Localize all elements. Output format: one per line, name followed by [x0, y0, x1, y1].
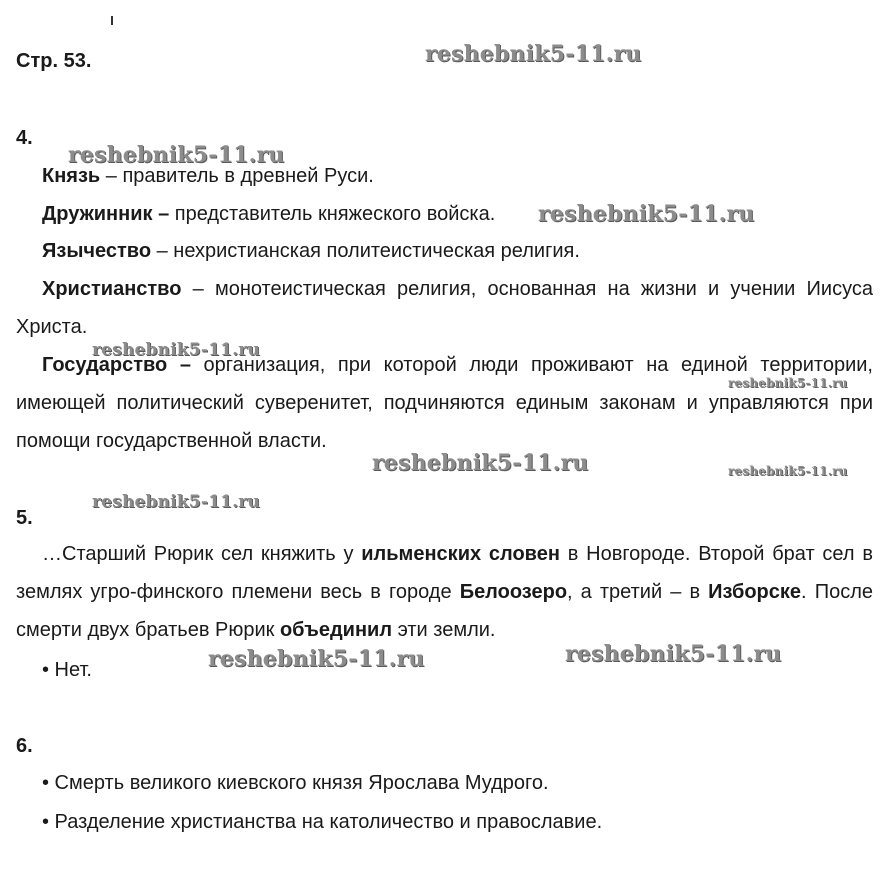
definition: [16, 270, 873, 346]
definition: [16, 195, 873, 233]
watermark: reshebnik5-11.ru: [538, 201, 755, 227]
definition: [16, 232, 873, 270]
watermark: reshebnik5-11.ru: [425, 41, 642, 67]
definition-text: организация, при которой люди проживают на единой территории, имеющей политический суверенитет, подчиняются единым законам и управляются при помощи государственной власти.: [16, 354, 873, 452]
definition-text: – правитель в древней Руси.: [100, 165, 374, 187]
term: Государство –: [42, 354, 191, 376]
text-run: эти земли.: [392, 619, 496, 641]
page-number: Стр. 53.: [16, 50, 92, 72]
bold-text: ильменских словен: [361, 543, 560, 565]
definition: [16, 346, 873, 460]
term: Язычество: [42, 240, 152, 262]
text-run: . После смерти двух братьев Рюрик: [16, 581, 873, 641]
bold-text: Изборске: [708, 581, 802, 603]
text-run: …Старший Рюрик сел княжить у: [42, 543, 362, 565]
definition-text: – монотеистическая религия, основанная на жизни и учении Иисуса Христа.: [16, 278, 873, 338]
watermark: reshebnik5-11.ru: [372, 450, 589, 476]
answer: • Нет.: [42, 659, 92, 681]
definition: [16, 157, 873, 195]
task-number: 4.: [16, 127, 33, 149]
task5-paragraph: [16, 535, 873, 649]
list-item: • Смерть великого киевского князя Ярослава Мудрого.: [42, 772, 549, 794]
term: Князь: [42, 165, 101, 187]
watermark: reshebnik5-11.ru: [728, 464, 848, 478]
watermark: reshebnik5-11.ru: [92, 492, 260, 512]
bold-text: Белоозеро: [459, 581, 568, 603]
task-number: 6.: [16, 735, 33, 757]
definition-text: представитель княжеского войска.: [169, 203, 496, 225]
task-number: 5.: [16, 507, 33, 529]
watermark: reshebnik5-11.ru: [68, 142, 285, 168]
list-item: • Разделение христианства на католичество и православие.: [42, 811, 603, 833]
watermark: reshebnik5-11.ru: [728, 376, 848, 390]
definition-text: – нехристианская политеистическая религия.: [151, 240, 580, 262]
watermark: reshebnik5-11.ru: [565, 641, 782, 667]
stray-mark: [111, 16, 113, 25]
watermark: reshebnik5-11.ru: [208, 646, 425, 672]
bold-text: объединил: [279, 619, 393, 641]
text-run: в Новгороде. Второй брат сел в землях угро-финского племени весь в городе: [16, 543, 873, 603]
term: Христианство: [42, 278, 182, 300]
term: Дружинник –: [42, 203, 170, 225]
text-run: , а третий – в: [567, 581, 709, 603]
watermark: reshebnik5-11.ru: [92, 340, 260, 360]
